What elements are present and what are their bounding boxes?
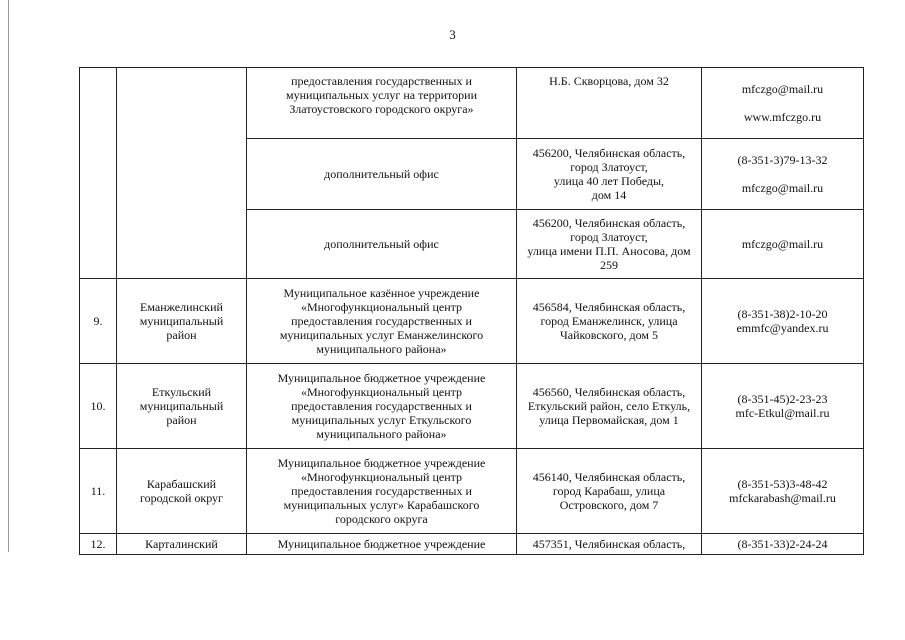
row-number-cell — [80, 68, 117, 279]
district-cell: Еманжелинский муниципальный район — [117, 279, 247, 364]
row-number-cell: 9. — [80, 279, 117, 364]
address-cell: Н.Б. Скворцова, дом 32 — [517, 68, 702, 139]
phone-text: (8-351-33)2-24-24 — [737, 537, 828, 551]
address-cell: 457351, Челябинская область, — [517, 534, 702, 555]
organization-cell: Муниципальное бюджетное учреждение «Многофункциональный центр предоставления государственных и муниципальных услуг» Карабашского городского округа — [247, 449, 517, 534]
email-text: mfczgo@mail.ru — [741, 82, 824, 96]
organization-cell: Муниципальное казённое учреждение «Многофункциональный центр предоставления государственных и муниципальных услуг Еманжелинского муниципального района» — [247, 279, 517, 364]
email-text: mfckarabash@mail.ru — [729, 491, 836, 505]
contacts-cell — [702, 534, 864, 555]
row-number-cell: 11. — [80, 449, 117, 534]
contacts-cell — [702, 449, 864, 534]
district-cell — [117, 68, 247, 279]
email-text: mfc-Etkul@mail.ru — [735, 406, 830, 420]
address-cell: 456584, Челябинская область, город Еманжелинск, улица Чайковского, дом 5 — [517, 279, 702, 364]
contacts-cell — [702, 364, 864, 449]
organization-cell: дополнительный офис — [247, 210, 517, 279]
address-cell: 456200, Челябинская область, город Златоуст, улица имени П.П. Аносова, дом 259 — [517, 210, 702, 279]
table-row — [80, 364, 864, 449]
table-row — [80, 68, 864, 139]
page-number: 3 — [449, 27, 456, 42]
phone-text: (8-351-3)79-13-32 — [737, 153, 828, 167]
mfc-registry-table — [79, 67, 864, 555]
organization-cell: Муниципальное бюджетное учреждение — [247, 534, 517, 555]
phone-text: (8-351-38)2-10-20 — [737, 307, 828, 321]
left-margin-rule — [8, 0, 9, 552]
phone-text: (8-351-53)3-48-42 — [737, 477, 828, 491]
district-cell: Еткульский муниципальный район — [117, 364, 247, 449]
address-cell: 456140, Челябинская область, город Карабаш, улица Островского, дом 7 — [517, 449, 702, 534]
table-row — [80, 449, 864, 534]
email-text: mfczgo@mail.ru — [741, 181, 824, 195]
table-row — [80, 279, 864, 364]
email-text: mfczgo@mail.ru — [741, 237, 824, 251]
district-cell: Карталинский — [117, 534, 247, 555]
organization-cell: предоставления государственных и муниципальных услуг на территории Златоустовского городского округа» — [247, 68, 517, 139]
row-number-cell: 12. — [80, 534, 117, 555]
address-cell: 456560, Челябинская область, Еткульский район, село Еткуль, улица Первомайская, дом 1 — [517, 364, 702, 449]
contacts-cell — [702, 68, 864, 139]
table-row — [80, 534, 864, 555]
email-text: emmfc@yandex.ru — [736, 321, 829, 335]
phone-text: (8-351-45)2-23-23 — [737, 392, 828, 406]
address-cell: 456200, Челябинская область, город Златоуст, улица 40 лет Победы, дом 14 — [517, 139, 702, 210]
district-cell: Карабашский городской округ — [117, 449, 247, 534]
contacts-cell — [702, 279, 864, 364]
contacts-cell — [702, 139, 864, 210]
website-text: www.mfczgo.ru — [743, 110, 822, 124]
row-number-cell: 10. — [80, 364, 117, 449]
organization-cell: дополнительный офис — [247, 139, 517, 210]
organization-cell: Муниципальное бюджетное учреждение «Многофункциональный центр предоставления государственных и муниципальных услуг Еткульского муниципального района» — [247, 364, 517, 449]
contacts-cell — [702, 210, 864, 279]
